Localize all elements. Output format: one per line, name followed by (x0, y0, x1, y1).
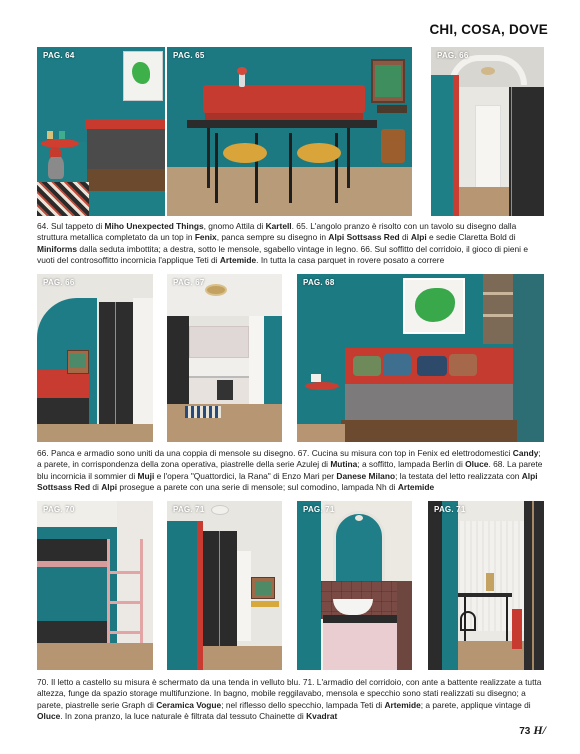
photo-label: PAG. 64 (43, 51, 75, 60)
photo-pag-70-bunk (37, 501, 153, 670)
section-header: CHI, COSA, DOVE (429, 22, 548, 37)
caption-text: 70. Il letto a castello su misura è schermato da una tenda in velluto blu. 71. L'armadio del corridoio, con ante a battente realizzate a tutta altezza, funge da spazio storage multifunzione. In bagno, mobile reggilavabo, mensola e specchio sono stati realizzati su disegno; a parete, piastrelle serie Graph di (37, 677, 542, 710)
photo-pag-71-bathroom (297, 501, 412, 670)
photo-pag-67-kitchen (167, 274, 282, 442)
caption-brand: Artemide (397, 482, 435, 493)
caption-brand: Mutina (330, 459, 358, 470)
photo-pag-64 (37, 47, 165, 216)
photo-label: PAG. 71 (303, 505, 335, 514)
caption-text: di (90, 482, 102, 493)
caption-text: e l'opera "Quattordici, la Rana" di Enzo Mari per (154, 470, 337, 481)
caption-brand: Ceramica Vogue (156, 699, 222, 710)
caption-brand: Artemide (384, 699, 421, 710)
caption-text: prosegue a parete con una serie di mensole; sul comodino, lampada Nh di (117, 482, 398, 493)
photo-pag-66-corridor (431, 47, 544, 216)
caption-brand: Danese Milano (336, 470, 396, 481)
caption-text: , gnomo Attila di (203, 221, 266, 231)
caption-text: ; nel riflesso dello specchio, lampada Teti di (221, 699, 385, 710)
caption-text: . In tutta la casa parquet in rovere posato a correre (256, 255, 445, 266)
caption-text: ; a soffitto, lampada Berlin di (357, 459, 466, 470)
photo-pag-71-dining (428, 501, 544, 670)
caption-text: . 68. La parete blu incornicia il sommier di (37, 459, 543, 481)
page-number-value: 73 (519, 726, 531, 737)
caption-brand: Kvadrat (306, 711, 338, 722)
caption-text: ; a parete, in corrispondenza della zona operativa, piastrelle della serie Azulej di (37, 448, 541, 470)
caption-text: . In zona pranzo, la luce naturale è filtrata dal tessuto Chainette di (60, 711, 307, 722)
caption-brand: Miniforms (37, 243, 78, 254)
caption-brand: Artemide (219, 255, 257, 266)
photo-pag-65 (167, 47, 412, 216)
caption-text: dalla seduta imbottita; a destra, sotto le mensole, sgabello vintage in legno. 66. Sul soffitto del corridoio, il gioco di pieni e vuoti del controsoffitto incornicia l'applique Teti di (37, 243, 528, 266)
caption-text: di (399, 232, 411, 243)
caption-text: . 65. L'angolo pranzo è risolto con un tavolo su disegno dalla struttura metallica completato da un top in (37, 221, 517, 243)
caption-brand: Candy (512, 448, 539, 458)
caption-brand: Oluce (465, 459, 489, 470)
photo-label: PAG. 65 (173, 51, 205, 60)
caption-block-1 (37, 221, 547, 267)
caption-brand: Alpi Sottsass Red (328, 232, 400, 243)
caption-text: ; a parete, applique vintage di (420, 699, 531, 710)
caption-brand: Alpi (101, 482, 118, 493)
photo-pag-66-bench (37, 274, 153, 442)
caption-brand: Kartell (265, 221, 292, 231)
caption-text: e sedie Claretta Bold di (426, 232, 516, 243)
photo-pag-71-wardrobe (167, 501, 282, 670)
caption-text: ; la testata del letto realizzata con (395, 470, 522, 481)
caption-brand: Fenix (194, 232, 217, 243)
photo-label: PAG. 71 (434, 505, 466, 514)
photo-label: PAG. 66 (437, 51, 469, 60)
photo-label: PAG. 67 (173, 278, 205, 287)
caption-text: 66. Panca e armadio sono uniti da una coppia di mensole su disegno. 67. Cucina su misura con top in Fenix ed elettrodomestici (37, 448, 513, 458)
caption-block-2 (37, 448, 547, 494)
caption-brand: Miho Unexpected Things (104, 221, 204, 231)
photo-label: PAG. 70 (43, 505, 75, 514)
caption-brand: Alpi Sottsass Red (37, 470, 538, 493)
photo-label: PAG. 71 (173, 505, 205, 514)
caption-block-3 (37, 677, 547, 723)
caption-brand: Oluce (37, 711, 61, 722)
caption-text: , panca sempre su disegno in (216, 232, 329, 243)
photo-label: PAG. 66 (43, 278, 75, 287)
caption-brand: Alpi (410, 232, 427, 243)
magazine-logo: H/ (533, 723, 546, 737)
caption-brand: Muji (137, 470, 155, 481)
photo-label: PAG. 68 (303, 278, 335, 287)
photo-pag-68-bedroom (297, 274, 544, 442)
caption-text: 64. Sul tappeto di (37, 221, 105, 231)
page-number (519, 723, 546, 738)
